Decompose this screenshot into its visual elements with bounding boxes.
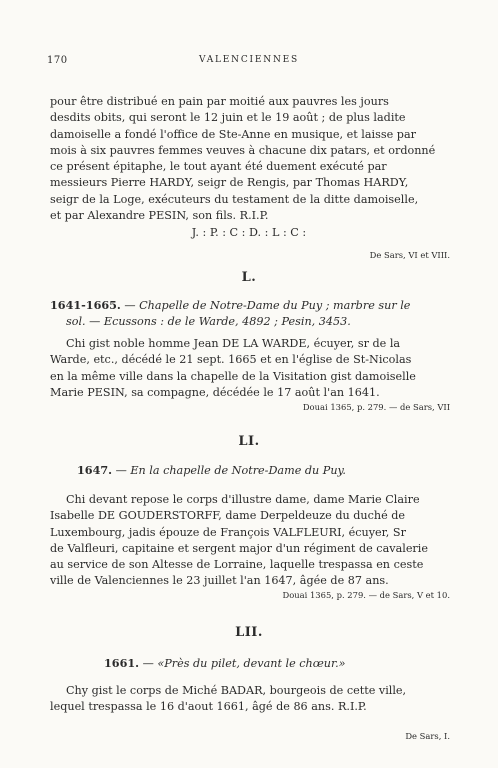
source-citation: Douai 1365, p. 279. — de Sars, VII	[302, 402, 450, 412]
section-date: 1641-1665.	[50, 298, 121, 312]
section-location: — En la chapelle de Notre-Dame du Puy.	[115, 464, 346, 477]
section-date: 1647.	[77, 463, 113, 477]
text-line: et par Alexandre PESIN, son fils. R.I.P.	[50, 209, 269, 223]
source-citation: De Sars, VI et VIII.	[369, 250, 450, 260]
text-line: lequel trespassa le 16 d'aout 1661, âgé de 86 ans. R.I.P.	[50, 700, 367, 714]
text-line: de Valfleuri, capitaine et sergent major d'un régiment de cavalerie	[50, 541, 428, 555]
text-line: en la même ville dans la chapelle de la Visitation gist damoiselle	[50, 369, 416, 383]
text-line: Marie PESIN, sa compagne, décédée le 17 août l'an 1641.	[50, 385, 380, 399]
section-location: — «Près du pilet, devant le chœur.»	[142, 657, 346, 670]
text-line: Warde, etc., décédé le 21 sept. 1665 et en l'église de St-Nicolas	[50, 353, 412, 367]
section-heading	[50, 297, 450, 331]
text-line: Isabelle DE GOUDERSTORFF, dame Derpeldeuze du duché de	[50, 509, 406, 523]
text-line: mois à six pauvres femmes veuves à chacune dix patars, et ordonné	[50, 143, 436, 157]
continuation-paragraph	[50, 94, 450, 224]
text-line: Luxembourg, jadis épouze de François VALFLEURI, écuyer, Sr	[50, 525, 406, 539]
running-title: VALENCIENNES	[199, 55, 299, 65]
text-line: ville de Valenciennes le 23 juillet l'an 1647, âgée de 87 ans.	[50, 574, 389, 588]
text-line: seigr de la Loge, exécuteurs du testament de la ditte damoiselle,	[50, 192, 419, 206]
text-line: pour être distribué en pain par moitié aux pauvres les jours	[50, 95, 389, 108]
text-line: Chi devant repose le corps d'illustre dame, dame Marie Claire	[66, 493, 420, 506]
source-citation: De Sars, I.	[405, 731, 450, 741]
section-location: sol. — Ecussons : de le Warde, 4892 ; Pesin, 3453.	[66, 315, 351, 329]
section-location: — Chapelle de Notre-Dame du Puy ; marbre sur le	[124, 299, 411, 312]
section-text	[50, 336, 450, 401]
section-text	[50, 492, 450, 590]
text-line: au service de son Altesse de Lorraine, laquelle trespassa en ceste	[50, 558, 424, 572]
text-line: desdits obits, qui seront le 12 juin et le 19 août ; de plus ladite	[50, 111, 406, 125]
section-heading	[77, 462, 457, 479]
page-number: 170	[47, 55, 68, 66]
source-citation: Douai 1365, p. 279. — de Sars, V et 10.	[282, 590, 450, 600]
running-header	[0, 55, 498, 69]
section-number: L.	[241, 270, 257, 285]
inscription-signature: J. : P. : C : D. : L : C :	[191, 226, 307, 239]
text-line: Chi gist noble homme Jean DE LA WARDE, écuyer, sr de la	[66, 337, 401, 350]
section-number: LI.	[238, 434, 260, 449]
text-line: messieurs Pierre HARDY, seigr de Rengis, par Thomas HARDY,	[50, 176, 409, 190]
section-date: 1661.	[104, 656, 140, 670]
section-text	[50, 683, 450, 716]
section-heading	[104, 655, 464, 672]
text-line: Chy gist le corps de Miché BADAR, bourgeois de cette ville,	[66, 684, 407, 697]
section-number: LII.	[235, 625, 263, 640]
text-line: damoiselle a fondé l'office de Ste-Anne en musique, et laisse par	[50, 127, 416, 141]
text-line: ce présent épitaphe, le tout ayant été duement exécuté par	[50, 160, 387, 174]
